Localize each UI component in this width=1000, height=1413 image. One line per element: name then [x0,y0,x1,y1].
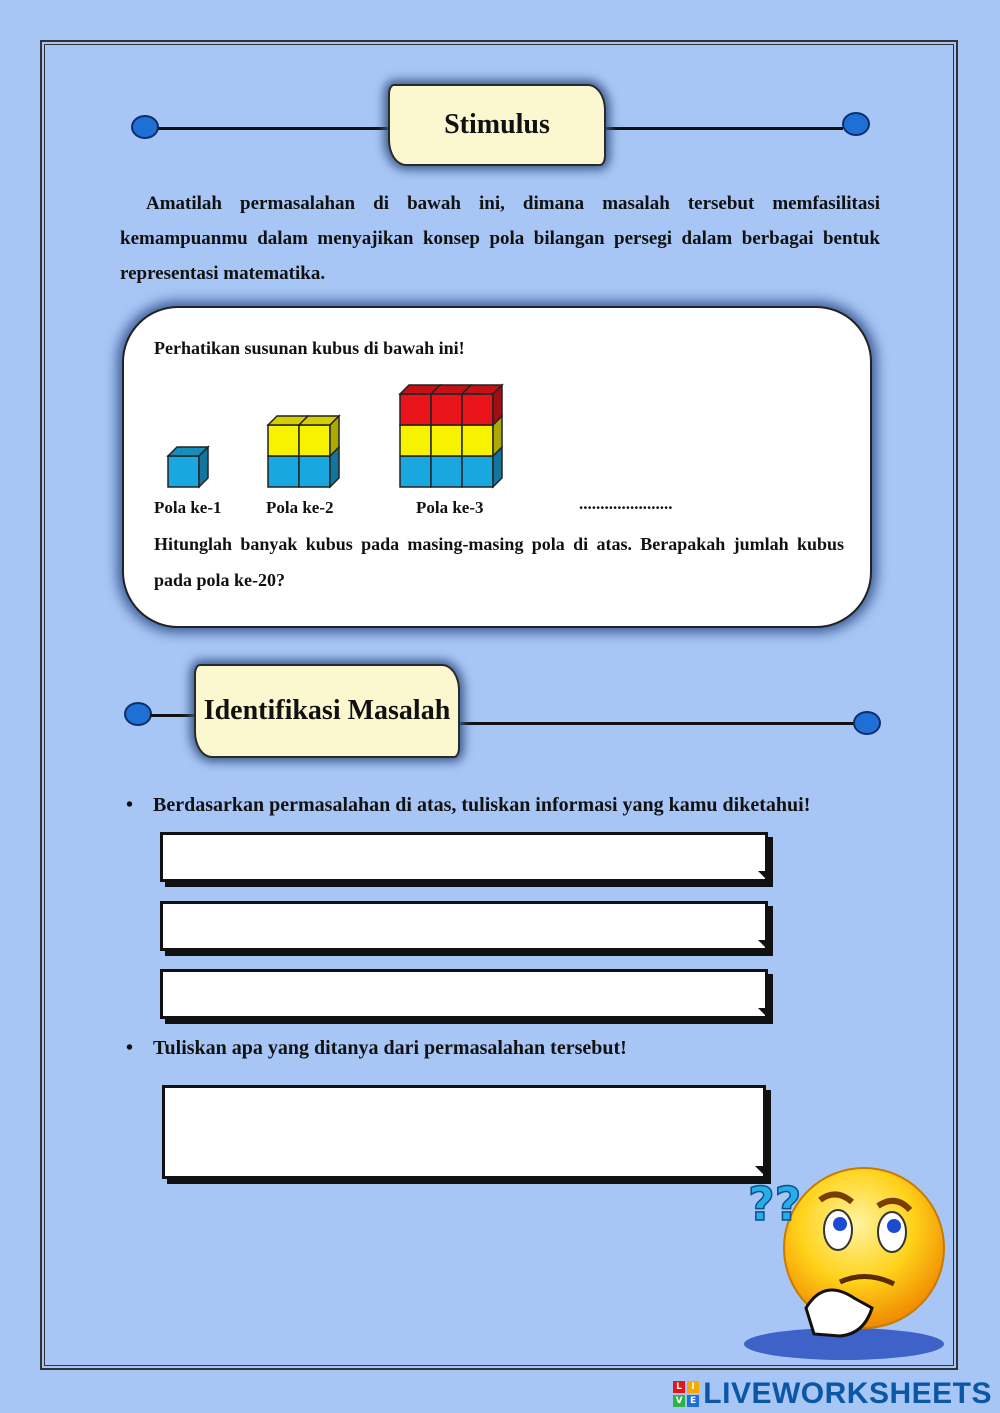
asked-answer-input[interactable] [162,1085,766,1179]
cube-front-face [400,425,431,456]
pattern-ellipsis: ...................... [579,494,673,513]
liveworksheets-logo-icon [673,1381,699,1407]
thinking-emoji-icon [744,1158,954,1363]
section-dot-left [124,702,152,726]
cube-front-face [268,456,299,487]
problem-card [122,306,872,628]
cube-front-face [400,456,431,487]
watermark-text: LIVEWORKSHEETS [703,1377,992,1410]
cube-front-face [168,456,199,487]
section-line-right [458,722,854,725]
bullet-asked [126,1037,627,1060]
cube-front-face [462,425,493,456]
cube-front-face [299,456,330,487]
known-answer-input-2[interactable] [160,901,768,951]
cube-front-face [400,394,431,425]
header-dot-right [842,112,870,136]
stimulus-banner [388,84,606,166]
box-corner [758,1008,770,1020]
cube-front-face [462,394,493,425]
section-dot-right [853,711,881,735]
logo-letter: L [673,1381,685,1393]
card-question: Hitunglah banyak kubus pada masing-masing pola di atas. Berapakah jumlah kubus pada pola ke-20? [154,534,844,590]
bullet-symbol: • [126,1037,134,1059]
logo-letter: I [687,1381,699,1393]
cube-front-face [268,425,299,456]
identifikasi-banner [194,664,460,758]
header-line-left [158,127,390,130]
header-line-right [605,127,843,130]
bullet-asked-text: Tuliskan apa yang ditanya dari permasalahan tersebut! [153,1037,627,1059]
bullet-symbol: • [126,794,134,816]
logo-letter: V [673,1395,685,1407]
cube-front-face [431,456,462,487]
pola-label-2: Pola ke-2 [266,498,334,517]
question-marks: ?? [748,1177,802,1231]
known-answer-input-1[interactable] [160,832,768,882]
cube-front-face [462,456,493,487]
pola-label-3: Pola ke-3 [416,498,484,517]
identifikasi-title: Identifikasi Masalah [203,695,451,726]
known-answer-input-3[interactable] [160,969,768,1019]
header-dot-left [131,115,159,139]
box-corner [758,871,770,883]
liveworksheets-watermark [673,1377,992,1411]
card-instruction: Perhatikan susunan kubus di bawah ini! [154,338,465,358]
cube-front-face [431,394,462,425]
pola-label-1: Pola ke-1 [154,498,222,517]
cube-front-face [299,425,330,456]
bullet-known-text: Berdasarkan permasalahan di atas, tuliskan informasi yang kamu diketahui! [153,794,811,816]
stimulus-paragraph: Amatilah permasalahan di bawah ini, dimana masalah tersebut memfasilitasi kemampuanmu dalam menyajikan konsep pola bilangan persegi dalam berbagai bentuk representasi matematika. [120,193,880,284]
section-line-left [150,714,196,717]
cube-front-face [431,425,462,456]
box-corner [758,940,770,952]
bullet-known [126,794,810,817]
stimulus-title: Stimulus [444,109,550,140]
logo-letter: E [687,1395,699,1407]
